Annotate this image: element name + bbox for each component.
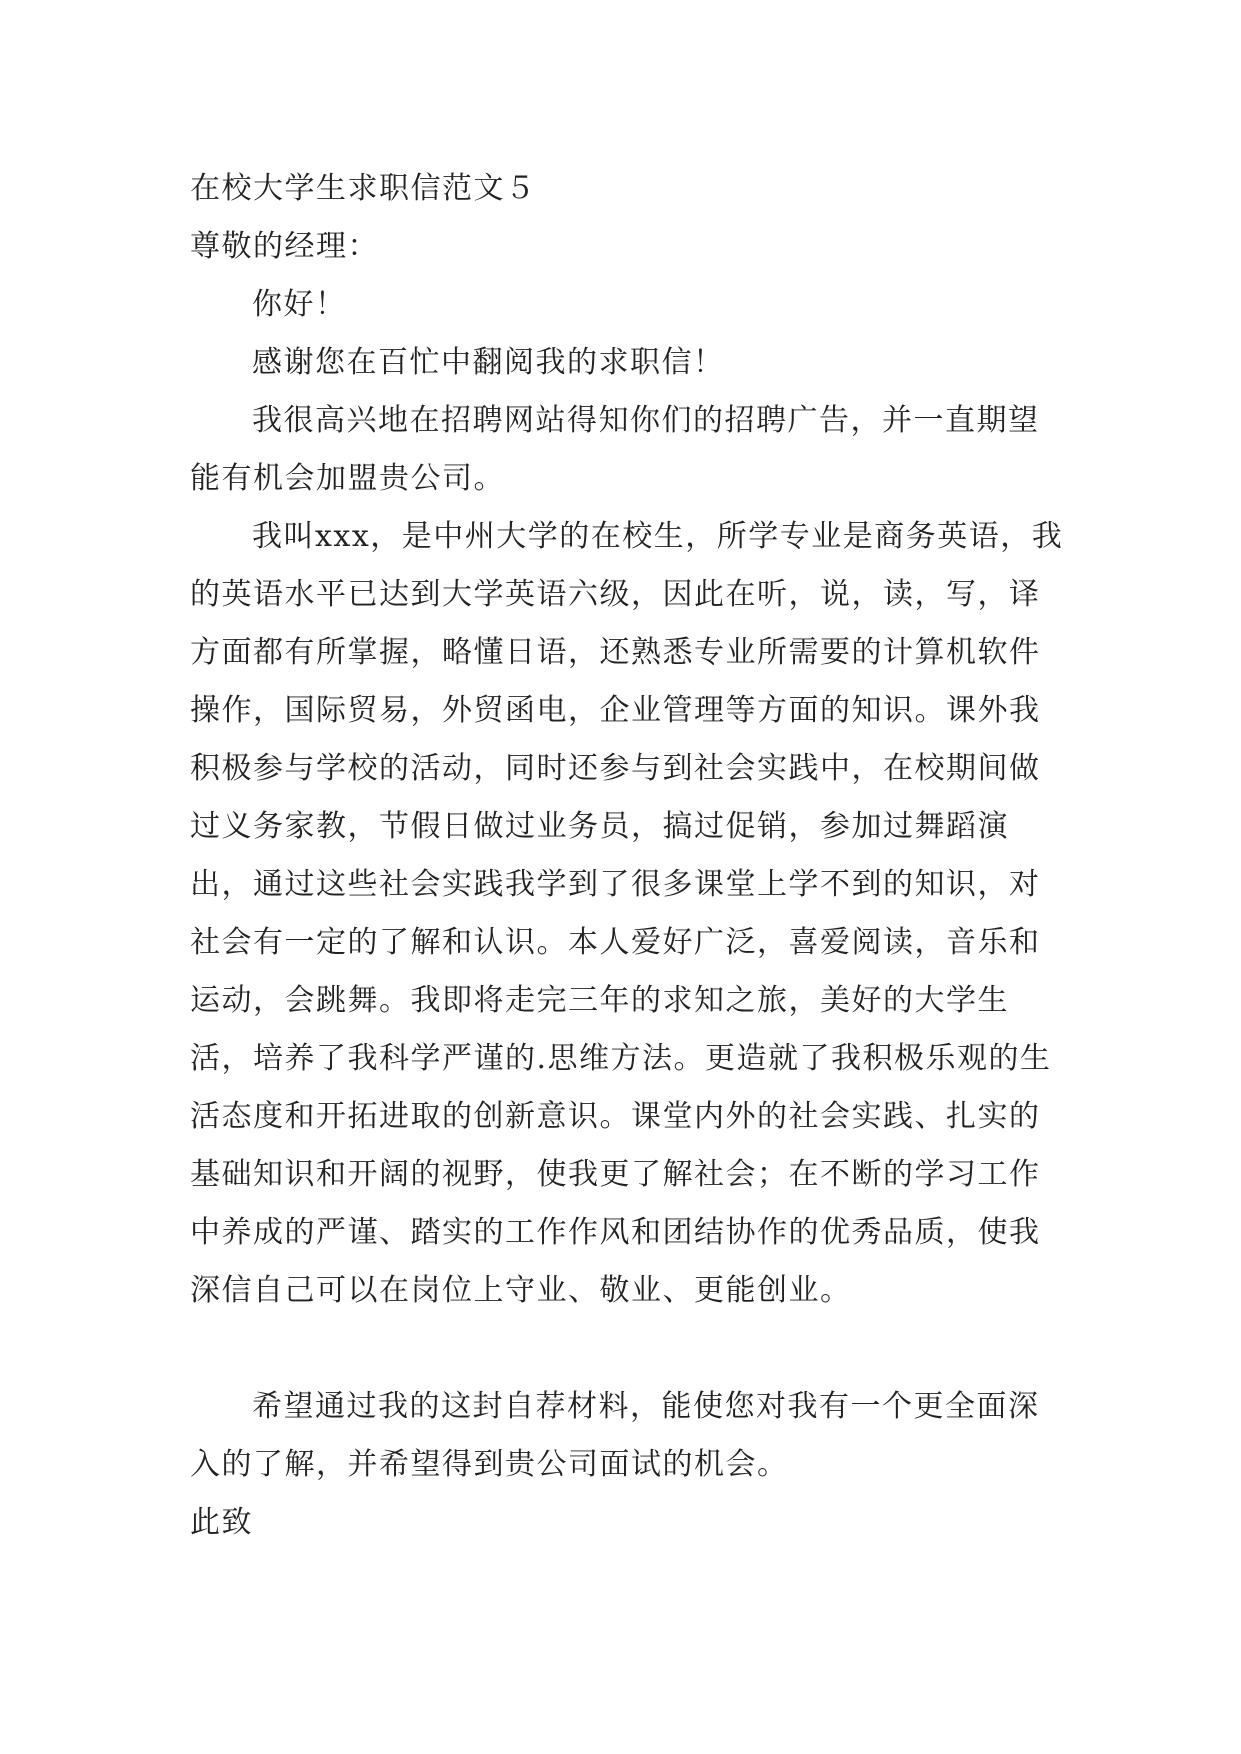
salutation: 尊敬的经理： <box>190 229 379 264</box>
greeting-paragraph: 你好！ <box>252 287 347 322</box>
closing-line: 此致 <box>190 1505 253 1540</box>
hope-paragraph: 希望通过我的这封自荐材料，能使您对我有一个更全面深入的了解，并希望得到贵公司面试的机会。 <box>190 1389 1040 1482</box>
document-title: 在校大学生求职信范文５ <box>190 171 537 206</box>
intro-paragraph: 我很高兴地在招聘网站得知你们的招聘广告，并一直期望能有机会加盟贵公司。 <box>190 403 1040 496</box>
thanks-paragraph: 感谢您在百忙中翻阅我的求职信！ <box>252 345 725 380</box>
body-paragraph: 我叫xxx，是中州大学的在校生，所学专业是商务英语，我的英语水平已达到大学英语六级，因此在听，说，读，写，译方面都有所掌握，略懂日语，还熟悉专业所需要的计算机软件操作，国际贸易，外贸函电，企业管理等方面的知识。课外我积极参与学校的活动，同时还参与到社会实践中，在校期间做过义务家教，节假日做过业务员，搞过促销，参加过舞蹈演出，通过这些社会实践我学到了很多课堂上学不到的知识，对社会有一定的了解和认识。本人爱好广泛，喜爱阅读，音乐和运动，会跳舞。我即将走完三年的求知之旅，美好的大学生活，培养了我科学严谨的.思维方法。更造就了我积极乐观的生活态度和开拓进取的创新意识。课堂内外的社会实践、扎实的基础知识和开阔的视野，使我更了解社会；在不断的学习工作中养成的严谨、踏实的工作作风和团结协作的优秀品质，使我深信自己可以在岗位上守业、敬业、更能创业。 <box>190 519 1064 1308</box>
